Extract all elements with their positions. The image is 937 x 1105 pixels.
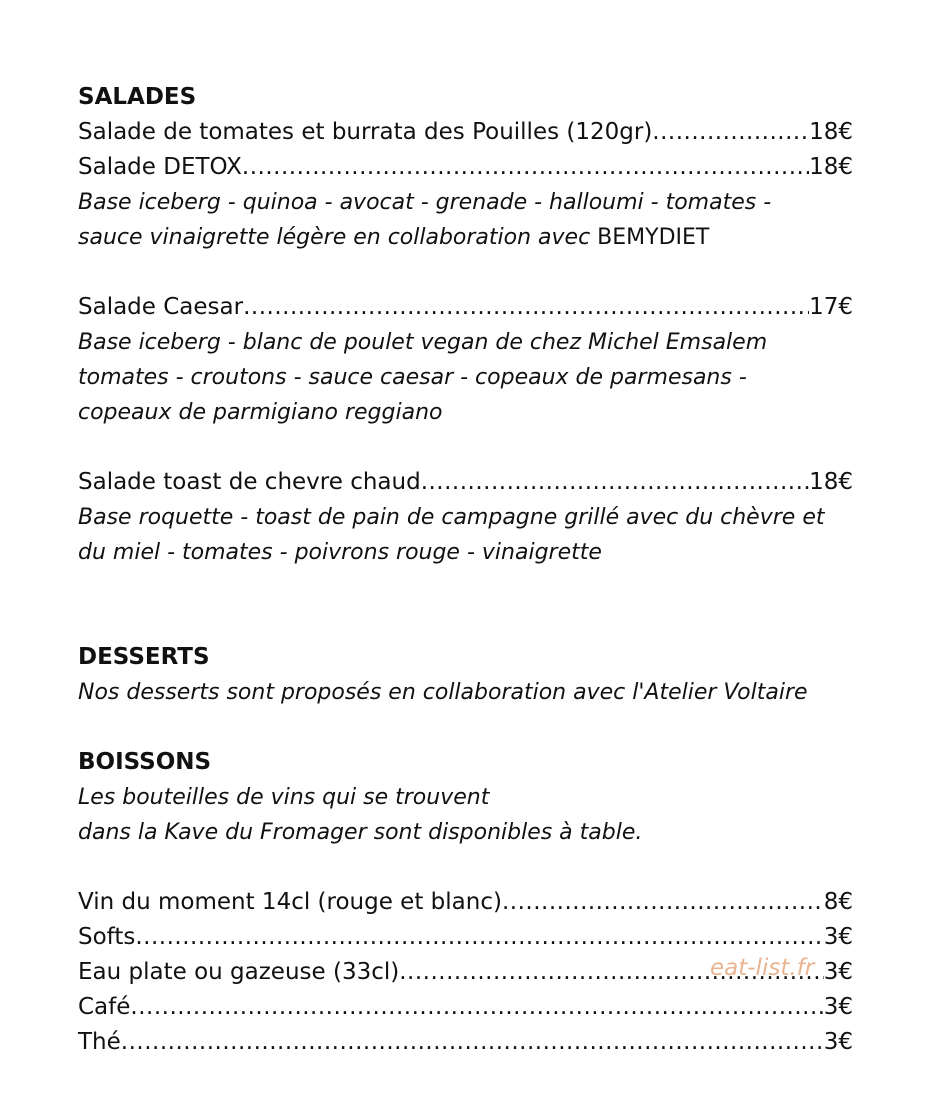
menu-item-chevre: [78, 465, 853, 500]
item-price: 3€: [823, 994, 853, 1020]
item-price: 17€: [809, 294, 853, 320]
item-name: Café: [78, 994, 131, 1020]
item-price: 3€: [823, 1029, 853, 1055]
item-description: Base roquette - toast de pain de campagne grillé avec du chèvre et: [78, 505, 825, 530]
item-price: 3€: [823, 959, 853, 985]
dot-leader: [130, 990, 823, 1025]
item-name: Salade de tomates et burrata des Pouilles (120gr): [78, 119, 653, 145]
watermark: eat-list.fr: [710, 955, 815, 981]
menu-item-vin: [78, 885, 853, 920]
desserts-description: Nos desserts sont proposés en collaboration avec l'Atelier Voltaire: [78, 680, 808, 705]
boissons-heading: BOISSONS: [78, 749, 212, 775]
brand-name: BEMYDIET: [597, 225, 710, 250]
menu-item-cafe: [78, 990, 853, 1025]
dot-leader: [502, 885, 824, 920]
menu-item-softs: [78, 920, 853, 955]
desserts-heading: DESSERTS: [78, 644, 210, 670]
item-description: Base iceberg - blanc de poulet vegan de chez Michel Emsalem: [78, 330, 768, 355]
item-price: 8€: [823, 889, 853, 915]
item-name: Salade toast de chevre chaud: [78, 469, 421, 495]
menu-item-detox: [78, 150, 853, 185]
item-price: 3€: [823, 924, 853, 950]
item-description: du miel - tomates - poivrons rouge - vinaigrette: [78, 540, 602, 565]
menu-item-the: [78, 1025, 853, 1060]
menu-item-caesar: [78, 290, 853, 325]
dot-leader: [243, 290, 809, 325]
dot-leader: [652, 115, 809, 150]
dot-leader: [135, 920, 823, 955]
item-description: [78, 220, 853, 255]
description-text: sauce vinaigrette légère en collaboration avec: [78, 225, 598, 250]
item-price: 18€: [809, 469, 853, 495]
dot-leader: [421, 465, 809, 500]
item-description: copeaux de parmigiano reggiano: [78, 400, 443, 425]
item-price: 18€: [809, 154, 853, 180]
menu-item-burrata: [78, 115, 853, 150]
item-name: Softs: [78, 924, 136, 950]
dot-leader: [242, 150, 809, 185]
item-name: Thé: [78, 1029, 121, 1055]
item-description: Base iceberg - quinoa - avocat - grenade - halloumi - tomates -: [78, 190, 772, 215]
item-name: Salade Caesar: [78, 294, 244, 320]
item-price: 18€: [809, 119, 853, 145]
item-name: Vin du moment 14cl (rouge et blanc): [78, 889, 502, 915]
salades-heading: SALADES: [78, 84, 197, 110]
item-name: Salade DETOX: [78, 154, 242, 180]
item-name: Eau plate ou gazeuse (33cl): [78, 959, 400, 985]
menu-page: [78, 80, 853, 1060]
boissons-description: Les bouteilles de vins qui se trouvent: [78, 785, 490, 810]
item-description: tomates - croutons - sauce caesar - copeaux de parmesans -: [78, 365, 747, 390]
boissons-description: dans la Kave du Fromager sont disponibles à table.: [78, 820, 643, 845]
dot-leader: [121, 1025, 824, 1060]
